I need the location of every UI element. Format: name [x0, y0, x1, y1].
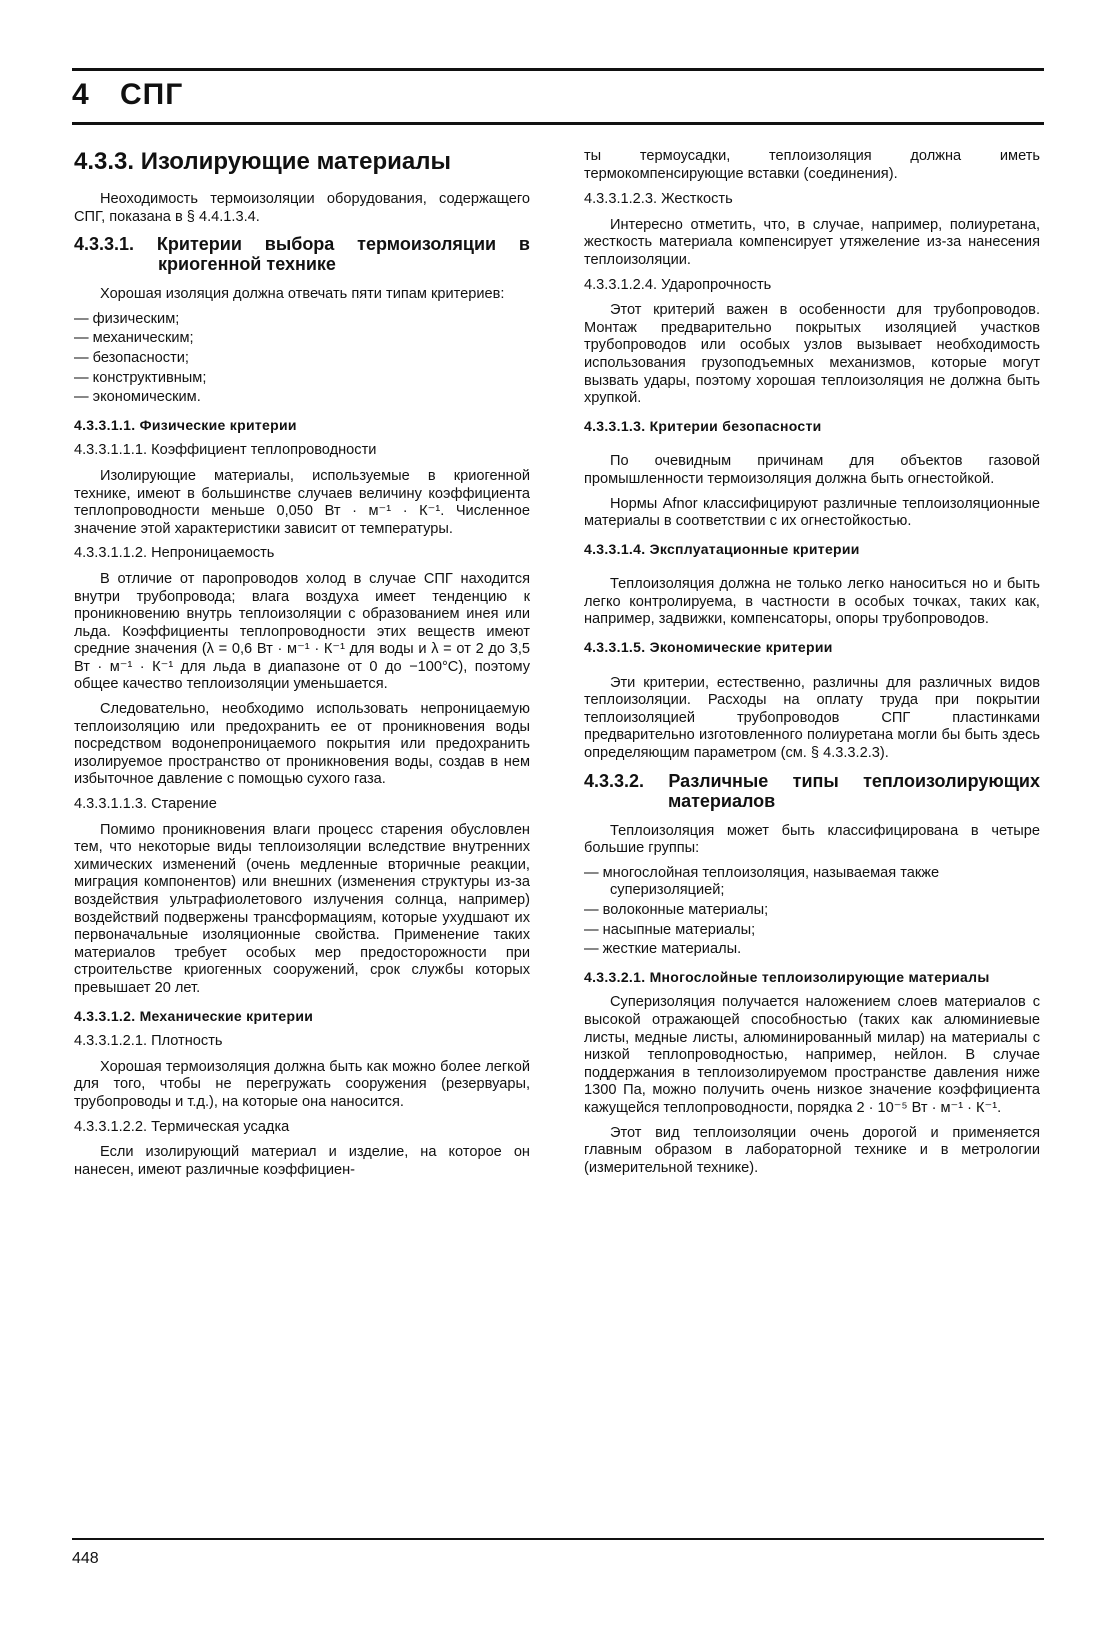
types-list	[584, 865, 1040, 959]
top-rule	[72, 68, 1044, 71]
subsubsection-heading: 4.3.3.1.2.3. Жесткость	[584, 191, 733, 208]
subsubsection-heading: 4.3.3.1.2.4. Ударопрочность	[584, 276, 772, 293]
subsubsection-heading: 4.3.3.1.2.1. Плотность	[74, 1033, 223, 1050]
subsection-heading: 4.3.3.1.2. Механические критерии	[74, 1007, 314, 1024]
chapter-heading	[72, 78, 183, 112]
section-heading-4-3-3-2: 4.3.3.2. Различные типы теплоизолирующих материалов	[584, 770, 1040, 811]
list-item: — многослойная теплоизоляция, называемая также суперизоляцией;	[584, 864, 940, 899]
chapter-number: 4	[72, 78, 90, 111]
paragraph: Нормы Afnor классифицируют различные теплоизоляционные материалы в соответствии с их огнестойкостью.	[584, 495, 1040, 530]
footer-rule	[72, 1538, 1044, 1540]
subsection-heading: 4.3.3.1.5. Экономические критерии	[584, 639, 833, 656]
paragraph: Хорошая изоляция должна отвечать пяти типам критериев:	[100, 286, 505, 303]
list-item: — экономическим.	[74, 389, 201, 406]
list-item: — жесткие материалы.	[584, 941, 742, 958]
criteria-list	[74, 311, 530, 407]
subsection-heading: 4.3.3.1.1. Физические критерии	[74, 416, 297, 433]
list-item: — механическим;	[74, 330, 194, 347]
paragraph-continued: ты термоусадки, теплоизоляция должна иметь термокомпенсирующие вставки (соединения).	[584, 148, 1040, 182]
paragraph: Интересно отметить, что, в случае, например, полиуретана, жесткость материала компенсирует утяжеление из-за нанесения теплоизоляции.	[584, 216, 1040, 268]
header-rule	[72, 122, 1044, 125]
section-heading-4-3-3-1: 4.3.3.1. Критерии выбора термоизоляции в криогенной технике	[74, 234, 530, 275]
paragraph: Эти критерии, естественно, различны для различных видов теплоизоляции. Расходы на оплату труда при покрытии теплоизоляцией трубопроводов СПГ пластинками предварительно изготовленного полиуретана могли бы быть здесь определяющим параметром (см. § 4.3.3.2.3).	[584, 674, 1040, 762]
paragraph: Следовательно, необходимо использовать непроницаемую теплоизоляцию или предохранить ее от проникновения воды посредством водонепроницаемого покрытия или предохранить изолируемое пространство от проникновения воды, создав в нем избыточное давление с помощью сухого газа.	[74, 701, 530, 788]
paragraph: Неоходимость термоизоляции оборудования, содержащего СПГ, показана в § 4.4.1.3.4.	[74, 191, 530, 225]
paragraph: Помимо проникновения влаги процесс старения обусловлен тем, что некоторые виды теплоизоляции вследствие внутренних химических изменений (очень медленные вторичные реакции, миграция компонентов) или внешних (изменения структуры из-за воздействия ультрафиолетового излучения солнца, например) воздействий подвержены трансформациям, которые ухудшают их первоначальные изоляционные свойства. Применение таких материалов требует особых мер предосторожности при строительстве криогенных сооружений, срок службы которых превышает 20 лет.	[74, 821, 530, 996]
list-item: — безопасности;	[74, 349, 189, 366]
paragraph: Этот критерий важен в особенности для трубопроводов. Монтаж предварительно покрытых изоляцией участков трубопроводов или особых узлов вызывает необходимость использования грузоподъемных механизмов, которые могут вызвать удары, поэтому хорошая теплоизоляция не должна быть хрупкой.	[584, 302, 1040, 407]
list-item: — конструктивным;	[74, 369, 207, 386]
subsection-heading: 4.3.3.2.1. Многослойные теплоизолирующие материалы	[584, 968, 990, 985]
subsubsection-heading: 4.3.3.1.1.2. Непроницаемость	[74, 545, 275, 562]
paragraph: Если изолирующий материал и изделие, на которое он нанесен, имеют различные коэффициен-	[74, 1144, 530, 1178]
right-column	[584, 148, 1040, 1184]
paragraph: Суперизоляция получается наложением слоев материалов с высокой отражающей способностью (таких как алюминиевые листы, медные листы, алюминированный милар) на материалы с низкой теплопроводностью, например, нейлон. В случае поддержания в теплоизолируемом пространстве давления ниже 1300 Па, можно получить очень низкое значение коэффициента кажущейся теплопроводности, порядка 2 · 10⁻⁵ Вт · м⁻¹ · К⁻¹.	[584, 994, 1040, 1116]
paragraph: Этот вид теплоизоляции очень дорогой и применяется главным образом в лабораторной технике и в метрологии (измерительной технике).	[584, 1124, 1040, 1176]
subsection-heading: 4.3.3.1.3. Критерии безопасности	[584, 417, 822, 434]
left-column	[74, 148, 530, 1186]
paragraph: Теплоизоляция может быть классифицирована в четыре большие группы:	[584, 822, 1040, 857]
subsubsection-heading: 4.3.3.1.1.1. Коэффициент теплопроводности	[74, 442, 377, 459]
chapter-title: СПГ	[120, 78, 184, 111]
paragraph: Изолирующие материалы, используемые в криогенной технике, имеют в большинстве случаев величину коэффициента теплопроводности меньше 0,050 Вт · м⁻¹ · К⁻¹. Численное значение этой характеристики зависит от температуры.	[74, 467, 530, 537]
section-heading-4-3-3: 4.3.3. Изолирующие материалы	[74, 148, 451, 175]
page-number: 448	[72, 1550, 99, 1567]
list-item: — насыпные материалы;	[584, 921, 756, 938]
paragraph: По очевидным причинам для объектов газовой промышленности термоизоляция должна быть огнестойкой.	[584, 453, 1040, 487]
subsubsection-heading: 4.3.3.1.1.3. Старение	[74, 796, 217, 813]
paragraph: Теплоизоляция должна не только легко наноситься но и быть легко контролируема, в частности в особых точках, таких как, например, задвижки, компенсаторы, опоры трубопроводов.	[584, 576, 1040, 628]
subsubsection-heading: 4.3.3.1.2.2. Термическая усадка	[74, 1118, 290, 1135]
list-item: — волоконные материалы;	[584, 902, 769, 918]
list-item: — физическим;	[74, 310, 180, 327]
paragraph: Хорошая термоизоляция должна быть как можно более легкой для того, чтобы не перегружать сооружения (резервуары, трубопроводы и т.д.), на которые она наносится.	[74, 1058, 530, 1110]
paragraph: В отличие от паропроводов холод в случае СПГ находится внутри трубопровода; влага воздуха имеет тенденцию к проникновению внутрь теплоизоляции с образованием инея или льда. Коэффициенты теплопроводности этих веществ имеют средние значения (λ = 0,6 Вт · м⁻¹ · К⁻¹ для воды и λ = от 2 до 3,5 Вт · м⁻¹ · К⁻¹ для льда в диапазоне от 0 до −100°С), поэтому общее качество теплоизоляции уменьшается.	[74, 570, 530, 693]
subsection-heading: 4.3.3.1.4. Эксплуатационные критерии	[584, 540, 860, 557]
